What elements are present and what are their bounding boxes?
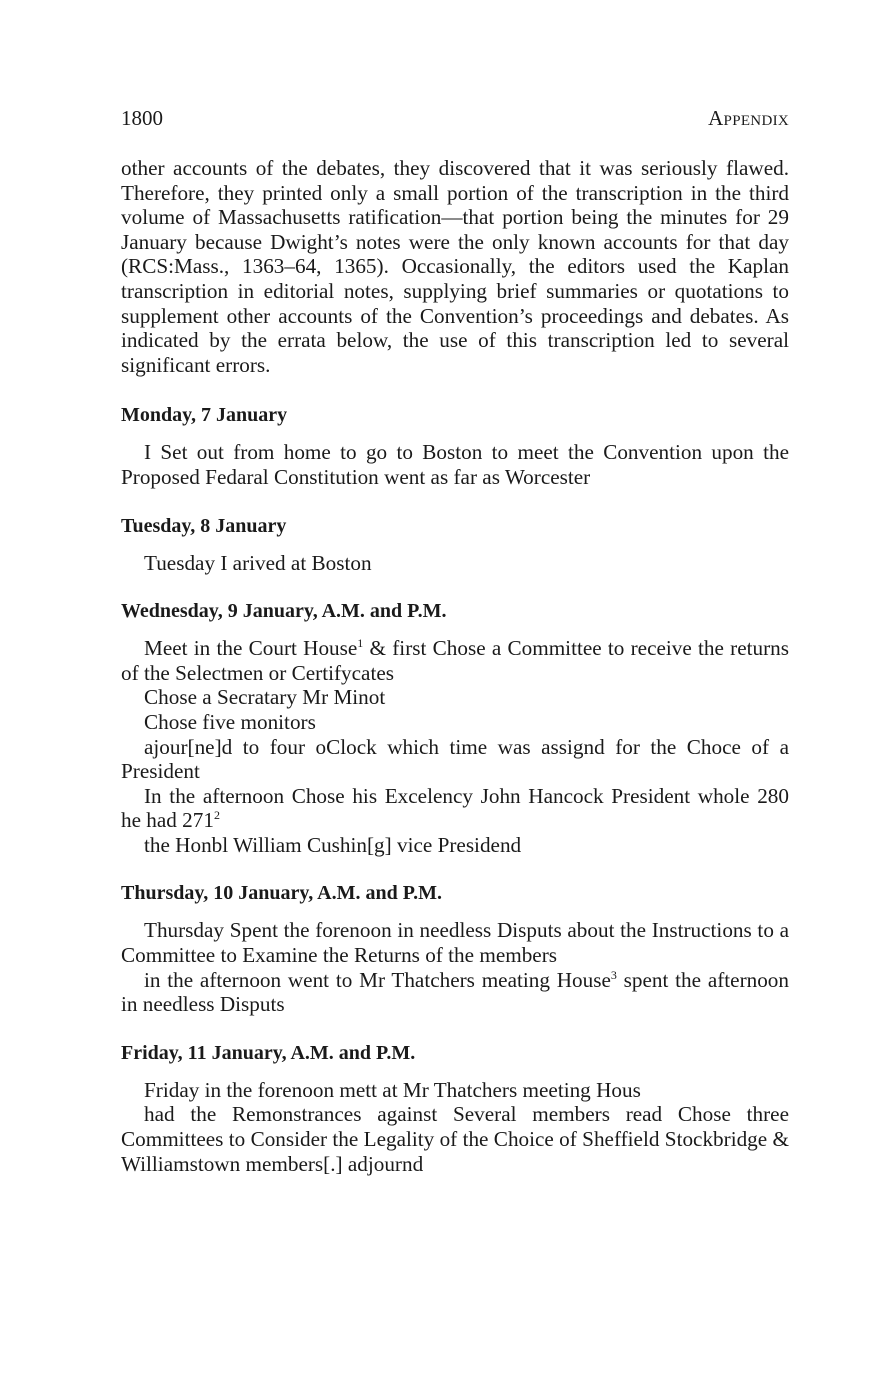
entry-line: Chose five monitors — [144, 709, 316, 734]
entry-heading: Monday, 7 January — [121, 404, 288, 427]
entry-line-text: In the afternoon Chose his Excelency John Hancock President whole 280 he had 271 — [121, 783, 789, 833]
entry-text — [121, 918, 789, 1016]
section-title: Appendix — [708, 106, 789, 130]
entry-heading: Thursday, 10 January, A.M. and P.M. — [121, 882, 443, 905]
entry-line: the Honbl William Cushin[g] vice Presidend — [144, 832, 522, 857]
entry-line: ajour[ne]d to four oClock which time was assignd for the Choce of a President — [121, 734, 789, 784]
page-number: 1800 — [121, 106, 163, 130]
page-body — [121, 156, 789, 1176]
journal-entry-friday — [121, 1041, 789, 1176]
intro-paragraph: other accounts of the debates, they discovered that it was seriously flawed. Therefore, they printed only a small portion of the transcription in the third volume of Massachusetts ratification—that portion being the minutes for 29 January because Dwight’s notes were the only known accounts for that day (RCS:Mass., 1363–64, 1365). Occasionally, the editors used the Kaplan transcription in editorial notes, supplying brief summaries or quotations to supplement other accounts of the Convention’s proceedings and debates. As indicated by the errata below, the use of this transcription led to several significant errors. — [121, 156, 789, 377]
entry-line: Tuesday I arived at Boston — [144, 550, 372, 575]
footnote-marker: 2 — [213, 808, 220, 823]
entry-text — [121, 440, 789, 489]
running-head — [121, 106, 789, 132]
entry-line-text: in the afternoon went to Mr Thatchers meating House — [144, 967, 611, 992]
entry-line — [121, 968, 789, 1017]
journal-entry-wednesday — [121, 599, 789, 857]
footnote-marker: 1 — [357, 636, 364, 651]
entry-line-text: spent the afternoon in needless Disputs — [121, 967, 789, 1017]
entry-text — [121, 636, 789, 857]
entry-line: Chose a Secratary Mr Minot — [144, 685, 386, 710]
footnote-marker: 3 — [610, 967, 617, 982]
entry-heading: Tuesday, 8 January — [121, 514, 287, 537]
entry-line: Thursday Spent the forenoon in needless Disputs about the Instructions to a Committee to Examine the Returns of the members — [121, 918, 789, 968]
journal-entry-tuesday — [121, 514, 789, 576]
entry-heading: Friday, 11 January, A.M. and P.M. — [121, 1041, 416, 1064]
entry-text — [121, 1078, 789, 1176]
entry-line — [121, 636, 789, 685]
journal-entry-thursday — [121, 881, 789, 1016]
entry-line: had the Remonstrances against Several members read Chose three Committees to Consider the Legality of the Choice of Sheffield Stockbridge & Williamstown members[.] adjournd — [121, 1102, 789, 1176]
entry-line-text: & first Chose a Committee to receive the returns of the Selectmen or Certifycates — [121, 636, 789, 685]
entry-line-text: Meet in the Court House — [144, 636, 358, 661]
entry-heading: Wednesday, 9 January, A.M. and P.M. — [121, 600, 447, 623]
journal-entry-monday — [121, 403, 789, 489]
entry-line: Friday in the forenoon mett at Mr Thatchers meeting Hous — [144, 1077, 641, 1102]
entry-line: I Set out from home to go to Boston to meet the Convention upon the Proposed Fedaral Constitution went as far as Worcester — [121, 440, 789, 489]
entry-line — [121, 784, 789, 833]
entry-text — [121, 551, 789, 576]
